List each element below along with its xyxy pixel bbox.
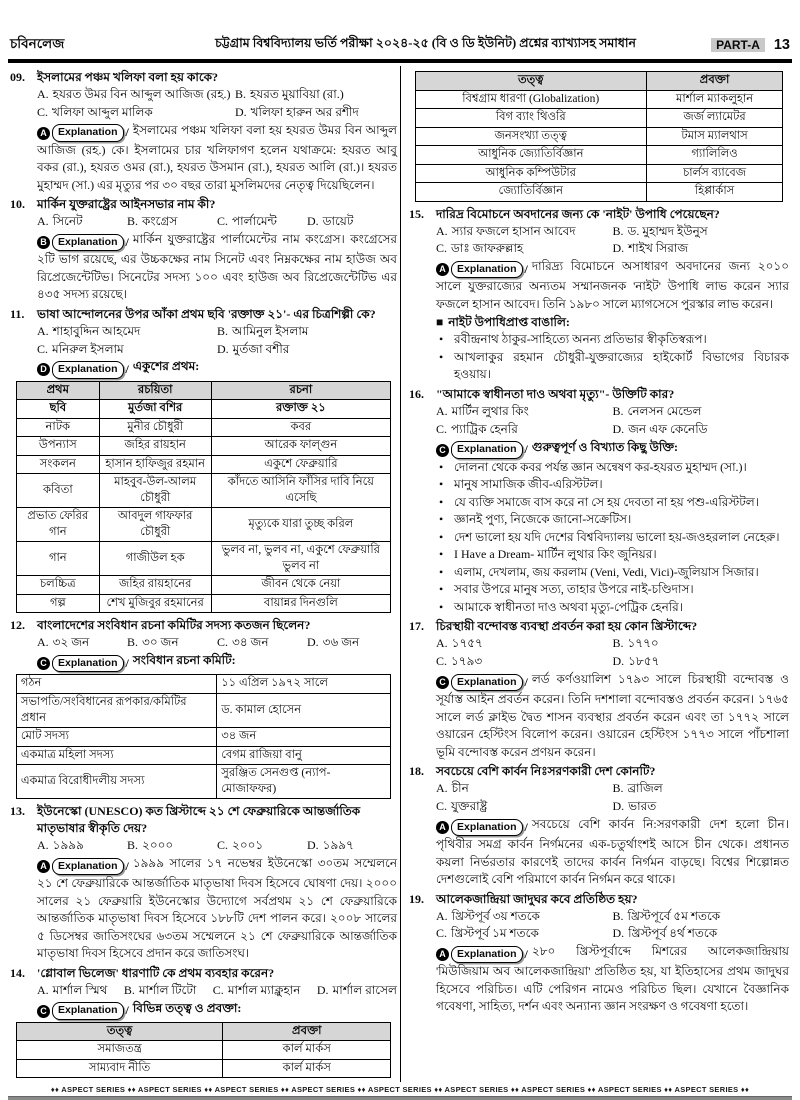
question-10 — [10, 196, 397, 304]
slash-icon: / — [524, 946, 528, 961]
bullet-item: • এলাম, দেখলাম, জয় করলাম (Veni, Vedi, Vici)-জুলিয়াস সিজার। — [439, 564, 789, 582]
table-row: আধুনিক জ্যোতির্বিজ্ঞান গ্যালিলিও — [415, 146, 783, 165]
option-d: D. ১৮৫৭ — [612, 654, 660, 669]
explanation-text: দারিদ্র্য বিমোচনে অসাধারণ অবদানের জন্য ২০১০ সালে যুক্তরাজ্যের অন্যতম সম্মানজনক 'নাইট' উপাধি লাভ করেন স্যার ফজলে হাসান আবেদ। তিনি ১৯৮০ সালে ম্যাগসেসে পুরস্কার লাভ করেন। — [436, 259, 789, 311]
question-18 — [409, 763, 789, 888]
question-13 — [10, 803, 397, 963]
explanation-label: Explanation — [52, 361, 124, 378]
bullet-icon: • — [439, 529, 444, 544]
bullet-icon: • — [439, 494, 444, 509]
bullet-icon: • — [439, 599, 444, 614]
theories-table — [16, 1022, 391, 1079]
option-c: C. ১৭৯৩ — [436, 654, 483, 669]
question-text: ভাষা আন্দোলনের উপর আঁকা প্রথম ছবি 'রক্তাক্ত ২১'- এর চিত্রশিল্পী কে? — [37, 306, 376, 321]
explanation — [10, 1000, 397, 1020]
explanation — [10, 652, 397, 672]
option-c: C. ডাঃ জাফরুল্লাহ — [436, 241, 524, 256]
options — [10, 634, 397, 652]
question-15 — [409, 206, 789, 384]
explanation-badge — [436, 441, 528, 459]
option-d: D. খলিফা হারুন অর রশীদ — [235, 104, 359, 119]
slash-icon: / — [524, 261, 528, 276]
explanation-text: লর্ড কর্ণওয়ালিশ ১৭৯৩ সালে চিরস্থায়ী বন্দোবস্ত ও সূর্যাস্ত আইন প্রবর্তন করেন। তিনি দশশালা বন্দোবস্তও প্রবর্তন করেন। ১৭৬৫ সালে লর্ড ক্লাইভ দ্বৈত শাসন ব্যবস্থার প্রবর্তন করেন এবং তা ১৭৭২ সালে ওয়ারেন হেস্টিংস বিলোপ করেন। ওয়ারেন হেস্টিংস ১৭৭৩ সালে পাঁচশালা ভূমি বন্দোবস্ত করেন প্রণয়ন করেন। — [436, 671, 789, 759]
option-a: A. সিনেট — [37, 214, 83, 229]
bullet-icon: • — [439, 332, 444, 347]
options — [409, 223, 789, 259]
table-row: গান গাজীউল হক ভুলব না, ভুলব না, একুশে ফেব্রুয়ারি ভুলব না — [16, 542, 390, 576]
answer-letter-icon: B — [37, 236, 50, 249]
question-number: 19. — [409, 891, 424, 906]
answer-letter-icon: A — [37, 860, 50, 873]
slash-icon: / — [524, 674, 528, 689]
explanation-lead: সংবিধান রচনা কমিটি: — [132, 653, 236, 668]
page-header — [8, 33, 792, 59]
options — [409, 780, 789, 816]
option-b: B. ৩০ জন — [127, 635, 179, 650]
question-number: 14. — [10, 965, 25, 980]
option-b: B. নেলসন মেন্ডেল — [612, 404, 702, 419]
option-a: A. মার্টিন লুথার কিং — [436, 404, 529, 419]
answer-letter-icon: D — [37, 363, 50, 376]
option-b: B. ১৭৭০ — [612, 636, 659, 651]
answer-letter-icon: C — [37, 1005, 50, 1018]
bullet-item: • I Have a Dream- মার্টিন লুথার কিং জুনিয়র। — [439, 546, 789, 564]
explanation-label: Explanation — [52, 1002, 124, 1019]
explanation-badge — [436, 261, 528, 279]
table-row: বিগ ব্যাং থিওরি জর্জ ল্যামেটর — [415, 109, 783, 128]
aspect-series-banner: ♦♦ ASPECT SERIES ♦♦ ASPECT SERIES ♦♦ ASPECT SERIES ♦♦ ASPECT SERIES ♦♦ ASPECT SERIES ♦♦ ASPECT SERIES ♦♦ ASPECT SERIES ♦♦ ASPECT SERIES ♦♦ ASPECT SERIES ♦♦ — [50, 1085, 750, 1095]
explanation — [409, 258, 789, 313]
question-text: ইসলামের পঞ্চম খলিফা বলা হয় কাকে? — [37, 70, 219, 84]
options — [409, 635, 789, 671]
explanation-text: ইসলামের পঞ্চম খলিফা বলা হয় হযরত উমর বিন আব্দুল আজিজ (রহ.) কে। ইসলামের চার খলিফাগণ হলেন যথাক্রমে: হযরত আবু বকর (রা.), হযরত ওমর (রা.), হযরত উসমান (রা.), হযরত আলি (রা.)। হযরত মুহাম্মদ (সা.) এর মৃত্যুর পর ৩০ বছর তারা মুসলিমদের নেতৃত্ব দিয়েছিলেন। — [37, 122, 397, 192]
option-a: A. মার্শাল স্মিথ — [37, 982, 108, 997]
options — [10, 213, 397, 231]
bullet-item: • রবীন্দ্রনাথ ঠাকুর-সাহিত্যে অনন্য প্রতিভার স্বীকৃতিস্বরূপ। — [439, 331, 789, 349]
question-text: "আমাকে স্বাধীনতা দাও অথবা মৃত্যু"- উক্তিটি কার? — [436, 386, 675, 401]
question-number: 15. — [409, 206, 424, 221]
explanation-text: মার্কিন যুক্তরাষ্ট্রের পার্লামেন্টের নাম কংগ্রেস। কংগ্রেসের ২টি ভাগ রয়েছে, এর উচ্চকক্ষের নাম সিনেট এবং নিম্নকক্ষের নাম হাউজ অব রিপ্রেজেন্টেটিভ। সিনেটের সদস্য ১০০ এবং হাউজ অব রিপ্রেজেন্টেটিভ এর ৪৩৫ সদস্য রয়েছে। — [37, 232, 397, 302]
table-row: সাম্যবাদ নীতি কার্ল মার্কস — [16, 1059, 390, 1078]
question-number: 13. — [10, 804, 25, 819]
bullet-item: • জ্ঞানই পুণ্য, নিজেকে জানো-সক্রেটিস। — [439, 511, 789, 529]
slash-icon: / — [125, 1003, 129, 1018]
slash-icon: / — [125, 655, 129, 670]
explanation-badge — [37, 124, 129, 142]
question-text: মার্কিন যুক্তরাষ্ট্রের আইনসভার নাম কী? — [37, 197, 216, 212]
bullet-icon: • — [439, 564, 444, 579]
slash-icon: / — [125, 858, 129, 873]
explanation-badge — [436, 674, 528, 692]
option-d: D. খ্রিস্টপূর্ব ৪র্থ শতকে — [612, 926, 718, 941]
option-b: B. ড. মুহাম্মদ ইউনুস — [612, 223, 708, 238]
options — [10, 837, 397, 855]
option-a: A. খ্রিস্টপূর্ব ৩য় শতকে — [436, 908, 540, 923]
header-rule — [8, 59, 792, 63]
explanation — [10, 855, 397, 963]
explanation — [409, 439, 789, 459]
explanation-label: Explanation — [52, 655, 124, 672]
explanation-label: Explanation — [451, 441, 523, 458]
option-b: B. কংগ্রেস — [127, 214, 178, 229]
question-09 — [10, 69, 397, 194]
table-row: প্রভাত ফেরির গান আবদুল গাফফার চৌধুরী মৃত্যুকে যারা তুচ্ছ করিল — [16, 508, 390, 542]
bullet-item: • আখলাকুর রহমান চৌধুরী-যুক্তরাজ্যের হাইকোর্ট বিভাগের বিচারক হওয়ায়। — [439, 349, 789, 384]
answer-letter-icon: C — [436, 676, 449, 689]
question-17 — [409, 618, 789, 761]
option-b: B. ২০০০ — [127, 838, 174, 853]
bullet-item: • আমাকে স্বাধীনতা দাও অথবা মৃত্যু-পেট্রিক হেনরি। — [439, 599, 789, 617]
question-number: 16. — [409, 386, 424, 401]
bullet-list — [409, 459, 789, 617]
table-row: ছবি মুর্তজা বশির রক্তাক্ত ২১ — [16, 400, 390, 419]
table-header-row: প্রথম রচয়িতা রচনা — [16, 381, 390, 400]
answer-letter-icon: A — [436, 263, 449, 276]
page-title: চট্টগ্রাম বিশ্ববিদ্যালয় ভর্তি পরীক্ষা ২০২৪-২৫ (বি ও ডি ইউনিট) প্রশ্নের ব্যাখ্যাসহ সমাধান — [215, 35, 636, 50]
table-row: একমাত্র বিরোধীদলীয় সদস্য সুরঞ্জিত সেনগুপ্ত (ন্যাপ- মোজাফফর) — [16, 765, 390, 799]
table-row: জ্যোতির্বিজ্ঞান হিপ্পার্কাস — [415, 183, 783, 202]
option-b: B. হযরত মুয়াবিয়া (রা.) — [235, 87, 344, 102]
explanation-lead: বিভিন্ন তত্ত্ব ও প্রবক্তা: — [132, 1000, 242, 1015]
explanation-label: Explanation — [451, 946, 523, 963]
option-c: C. মার্শাল ম্যাক্লুহান — [212, 982, 301, 997]
left-column — [8, 66, 400, 1082]
option-a: A. ৩২ জন — [37, 635, 90, 650]
explanation-label: Explanation — [52, 234, 124, 251]
page-footer — [8, 1085, 792, 1100]
options — [409, 403, 789, 439]
option-d: D. ৩৬ জন — [307, 635, 360, 650]
explanation-text: ২৮০ খ্রিস্টপূর্বাব্দে মিশরের আলেকজান্দ্রিয়ায় 'মিউজিয়াম অব আলেকজান্দ্রিয়া' প্রতিষ্ঠিত হয়, যা ইতিহাসের প্রথম জাদুঘর হিসেবে পরিচিত। এটি পেরিগন নামেও পরিচিত ছিল। যেখানে বৈজ্ঞানিক গবেষণা, সাহিত্য, দর্শন এবং অন্যান্য জ্ঞান সংরক্ষণ ও গবেষণা হতো। — [436, 944, 789, 1014]
bullet-list — [409, 331, 789, 384]
table-row: গঠন ১১ এপ্রিল ১৯৭২ সালে — [16, 675, 390, 694]
explanation-text: ১৯৯৯ সালের ১৭ নভেম্বর ইউনেস্কো ৩০তম সম্মেলনে ২১ শে ফেব্রুয়ারিকে আন্তর্জাতিক মাতৃভাষা দিবস হিসেবে ঘোষণা দেয়। ২০০০ সালের ২১ ফেব্রুয়ারি ইউনেস্কোর উদ্যোগে সর্বপ্রথম ২১ শে ফেব্রুয়ারিকে আন্তর্জাতিক মাতৃভাষা দিবস হিসেবে ১৮৮টি দেশ পালন করে। ২০০৮ সালের ৫ ডিসেম্বর জাতিসংঘের ৬৩তম সম্মেলনে ২১ শে ফেব্রুয়ারিকে আন্তর্জাতিক মাতৃভাষা দিবস হিসেবে প্রদান করে জাতিসংঘ। — [37, 855, 397, 961]
bullet-icon: • — [439, 459, 444, 474]
table-row: গল্প শেখ মুজিবুর রহমানের বায়ান্নর দিনগুলি — [16, 594, 390, 613]
answer-letter-icon: C — [436, 444, 449, 457]
option-c: C. ২০০১ — [217, 838, 264, 853]
document-page — [0, 33, 800, 1100]
explanation-badge — [37, 1002, 129, 1020]
option-c: C. পার্লামেন্ট — [217, 214, 277, 229]
question-text: বাংলাদেশের সংবিধান রচনা কমিটির সদস্য কতজন ছিলেন? — [37, 618, 311, 633]
explanation-badge — [37, 655, 129, 673]
bullet-item: • মানুষ সামাজিক জীব-এরিস্টটল। — [439, 476, 789, 494]
question-number: 11. — [10, 306, 25, 321]
explanation — [409, 816, 789, 889]
question-text: চিরস্থায়ী বন্দোবস্ত ব্যবস্থা প্রবর্তন করা হয় কোন খ্রিস্টাব্দে? — [436, 619, 698, 634]
table-header-row: তত্ত্ব প্রবক্তা — [16, 1022, 390, 1041]
table-row: সভাপতি/সংবিধানের রূপকার/কমিটির প্রধান ড. কামাল হোসেন — [16, 694, 390, 728]
bullet-item: • সবার উপরে মানুষ সত্য, তাহার উপরে নাই-চণ্ডিদাস। — [439, 581, 789, 599]
right-column — [400, 66, 792, 1082]
bullet-item: • দোলনা থেকে কবর পর্যন্ত জ্ঞান অন্বেষণ কর-হযরত মুহাম্মদ (সা.)। — [439, 459, 789, 477]
option-d: D. ভারত — [612, 799, 657, 814]
option-c: C. যুক্তরাষ্ট্র — [436, 799, 488, 814]
options — [10, 86, 397, 122]
bullet-item: • দেশ ভালো হয় যদি দেশের বিশ্ববিদ্যালয় ভালো হয়-জওহরলাল নেহেরু। — [439, 529, 789, 547]
table-row: বিশ্বগ্রাম ধারণা (Globalization) মার্শাল ম্যাকলুহান — [415, 90, 783, 109]
question-number: 17. — [409, 619, 424, 634]
slash-icon: / — [125, 362, 129, 377]
option-c: C. মনিরুল ইসলাম — [37, 341, 124, 356]
question-number: 09. — [10, 70, 25, 84]
options — [10, 323, 397, 359]
option-a: A. স্যার ফজলে হাসান আবেদ — [436, 223, 576, 238]
table-row: কবিতা মাহবুব-উল-আলম চৌধুরী কাঁদতে আসিনি ফাঁসির দাবি নিয়ে এসেছি — [16, 474, 390, 508]
slash-icon: / — [524, 819, 528, 834]
explanation-badge — [436, 946, 528, 964]
explanation — [10, 358, 397, 378]
explanation-label: Explanation — [52, 124, 124, 141]
option-b: B. মার্শাল টিটো — [123, 982, 197, 997]
question-number: 10. — [10, 197, 25, 212]
options — [409, 908, 789, 944]
option-d: D. ডায়েট — [307, 214, 354, 229]
bullet-icon: • — [439, 582, 444, 597]
bullet-icon: • — [439, 512, 444, 527]
question-text: 'গ্লোবাল ভিলেজ' ধারণাটি কে প্রথম ব্যবহার করেন? — [37, 965, 275, 980]
option-c: C. খ্রিস্টপূর্ব ১ম শতকে — [436, 926, 539, 941]
footer-rule — [8, 1096, 792, 1100]
option-a: A. চীন — [436, 781, 469, 796]
explanation-badge — [37, 234, 129, 252]
explanation-badge — [436, 819, 528, 837]
explanation-lead: গুরুত্বপূর্ণ ও বিখ্যাত কিছু উক্তি: — [531, 439, 678, 454]
option-d: D. শাইখ সিরাজ — [612, 241, 689, 256]
question-text: আলেকজান্দ্রিয়া জাদুঘর কবে প্রতিষ্ঠিত হয়? — [436, 891, 638, 906]
answer-letter-icon: A — [37, 127, 50, 140]
option-d: D. জন এফ কেনেডি — [612, 421, 708, 436]
question-number: 12. — [10, 618, 25, 633]
table-header-row: তত্ত্ব প্রবক্তা — [415, 72, 783, 91]
option-a: A. ১৯৯৯ — [37, 838, 84, 853]
slash-icon: / — [125, 125, 129, 140]
table-row: উপন্যাস জহির রায়হান আরেক ফাল্গুন — [16, 437, 390, 456]
table-row: সমাজতন্ত্র কার্ল মার্কস — [16, 1041, 390, 1060]
ekush-first-table — [16, 381, 391, 614]
explanation-label: Explanation — [451, 261, 523, 278]
square-bullet-icon: ■ — [436, 315, 444, 330]
table-row: চলচ্চিত্র জহির রায়হানের জীবন থেকে নেয়া — [16, 576, 390, 595]
answer-letter-icon: A — [436, 948, 449, 961]
question-number: 18. — [409, 764, 424, 779]
explanation — [10, 122, 397, 195]
part-badge: PART-A — [711, 38, 765, 52]
option-a: A. হযরত উমর বিন আব্দুল আজিজ (রহ.) — [37, 87, 231, 102]
explanation-label: Explanation — [451, 674, 523, 691]
bullet-icon: • — [439, 349, 444, 364]
option-a: A. শাহাবুদ্দিন আহমেদ — [37, 323, 141, 338]
options — [10, 982, 397, 1000]
explanation-badge — [37, 361, 129, 379]
slash-icon: / — [524, 442, 528, 457]
option-b: B. ব্রাজিল — [612, 781, 663, 796]
theories-table-continued — [415, 71, 784, 202]
explanation-label: Explanation — [451, 819, 523, 836]
question-text: দারিদ্র বিমোচনে অবদানের জন্য কে 'নাইট' উপাধি পেয়েছেন? — [436, 206, 720, 221]
bullet-icon: • — [439, 547, 444, 562]
option-a: A. ১৭৫৭ — [436, 636, 483, 651]
option-b: B. খ্রিস্টপূর্বে ৫ম শতকে — [612, 908, 721, 923]
explanation — [409, 671, 789, 761]
explanation — [409, 943, 789, 1016]
question-16 — [409, 386, 789, 616]
question-14 — [10, 965, 397, 1079]
explanation-lead: একুশের প্রথম: — [132, 359, 200, 374]
option-d: D. ১৯৯৭ — [307, 838, 354, 853]
question-19 — [409, 891, 789, 1016]
subheading: ■ নাইট উপাধিপ্রাপ্ত বাঙালি: — [436, 315, 570, 330]
slash-icon: / — [125, 234, 129, 249]
two-column-layout — [8, 66, 792, 1082]
table-row: জনসংখ্যা তত্ত্ব টমাস ম্যালথাস — [415, 127, 783, 146]
question-12 — [10, 617, 397, 799]
table-row: একমাত্র মহিলা সদস্য বেগম রাজিয়া বানু — [16, 746, 390, 765]
option-d: D. মার্শাল রাসেল — [316, 982, 397, 997]
constitution-committee-table — [16, 674, 391, 799]
table-row: সংকলন হাসান হাফিজুর রহমান একুশে ফেব্রুয়ারি — [16, 455, 390, 474]
question-11 — [10, 306, 397, 614]
bullet-item: • যে ব্যক্তি সমাজে বাস করে না সে হয় দেবতা না হয় পশু-এরিস্টটল। — [439, 494, 789, 512]
table-row: আধুনিক কম্পিউটার চার্লস ব্যাবেজ — [415, 164, 783, 183]
answer-letter-icon: C — [37, 657, 50, 670]
explanation-badge — [37, 858, 129, 876]
option-b: B. আমিনুল ইসলাম — [217, 323, 309, 338]
page-number: 13 — [773, 36, 790, 53]
option-c: C. খলিফা আব্দুল মালিক — [37, 104, 153, 119]
table-row: নাটক মুনীর চৌধুরী কবর — [16, 418, 390, 437]
option-c: C. ৩৪ জন — [217, 635, 269, 650]
option-c: C. প্যাট্রিক হেনরি — [436, 421, 518, 436]
table-row: মোট সদস্য ৩৪ জন — [16, 728, 390, 747]
question-text: সবচেয়ে বেশি কার্বন নিঃসরণকারী দেশ কোনটি? — [436, 764, 656, 779]
explanation — [10, 231, 397, 304]
explanation-label: Explanation — [52, 858, 124, 875]
brand-name: চবিনলেজ — [10, 36, 65, 51]
explanation-text: সবচেয়ে বেশি কার্বন নি:সরণকারী দেশ হলো চীন। পৃথিবীর সমগ্র কার্বন নির্গমনের এক-চতুর্থাংশই আসে চীন থেকে। প্রধানত কয়লা নির্ভরতার কারণেই তাদের কার্বন নির্গমন বাড়ছে। বিশ্বের শিল্পোন্নত দেশগুলোই বেশি পরিমাণে কার্বন নির্গমন করে থাকে। — [436, 816, 789, 887]
question-text: ইউনেস্কো (UNESCO) কত খ্রিস্টাব্দে ২১ শে ফেব্রুয়ারিকে আন্তর্জাতিক মাতৃভাষার স্বীকৃতি দেয়? — [37, 804, 361, 836]
option-d: D. মুর্তজা বশীর — [217, 341, 290, 356]
answer-letter-icon: A — [436, 821, 449, 834]
bullet-icon: • — [439, 477, 444, 492]
